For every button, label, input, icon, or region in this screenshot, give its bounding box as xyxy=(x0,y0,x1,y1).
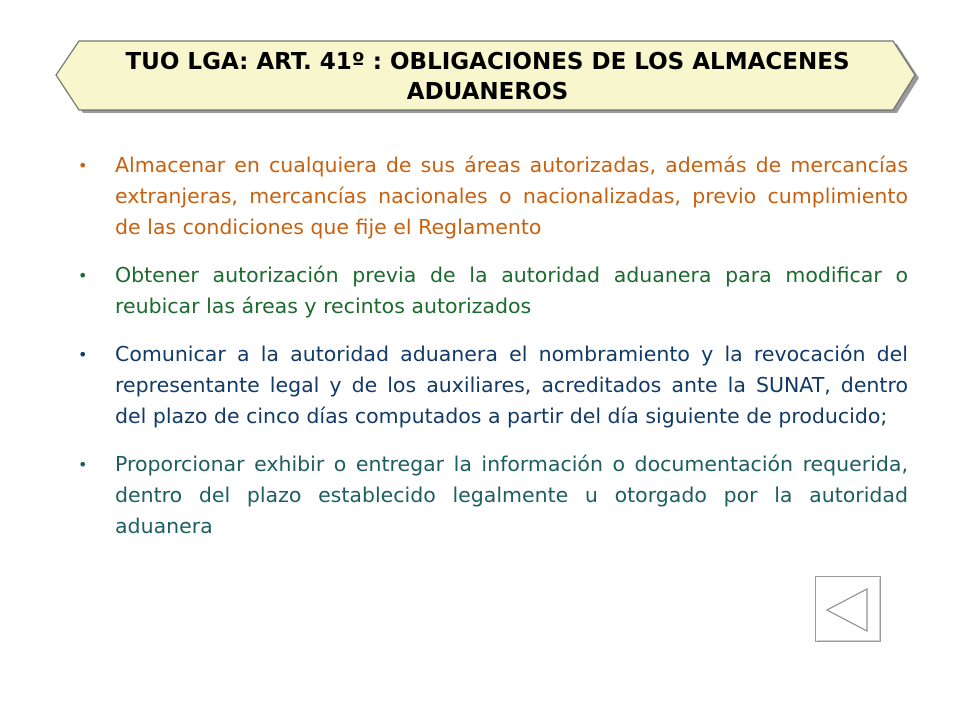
title-banner xyxy=(55,40,920,114)
bullet-icon: • xyxy=(78,156,88,175)
obligations-list xyxy=(78,150,908,559)
page-title xyxy=(85,47,890,107)
list-item xyxy=(78,150,908,243)
bullet-icon: • xyxy=(78,345,88,364)
list-item-text: Obtener autorización previa de la autoridad aduanera para modificar o reubicar las áreas y recintos autorizados xyxy=(115,263,908,318)
list-item xyxy=(78,260,908,322)
triangle-left-icon xyxy=(816,577,880,641)
list-item-text: Comunicar a la autoridad aduanera el nombramiento y la revocación del representante legal y de los auxiliares, acreditados ante la SUNAT, dentro del plazo de cinco días computados a partir del día siguiente de producido; xyxy=(115,342,908,428)
bullet-icon: • xyxy=(78,455,88,474)
list-item xyxy=(78,449,908,542)
list-item-text: Proporcionar exhibir o entregar la información o documentación requerida, dentro del plazo establecido legalmente u otorgado por la autoridad aduanera xyxy=(115,452,908,538)
bullet-icon: • xyxy=(78,266,88,285)
page-title-line-1: TUO LGA: ART. 41º : OBLIGACIONES DE LOS ALMACENES xyxy=(125,49,850,75)
page-title-line-2: ADUANEROS xyxy=(406,79,569,105)
back-button[interactable] xyxy=(815,576,881,642)
list-item-text: Almacenar en cualquiera de sus áreas autorizadas, además de mercancías extranjeras, mercancías nacionales o nacionalizadas, previo cumplimiento de las condiciones que fije el Reglamento xyxy=(115,153,908,239)
list-item xyxy=(78,339,908,432)
